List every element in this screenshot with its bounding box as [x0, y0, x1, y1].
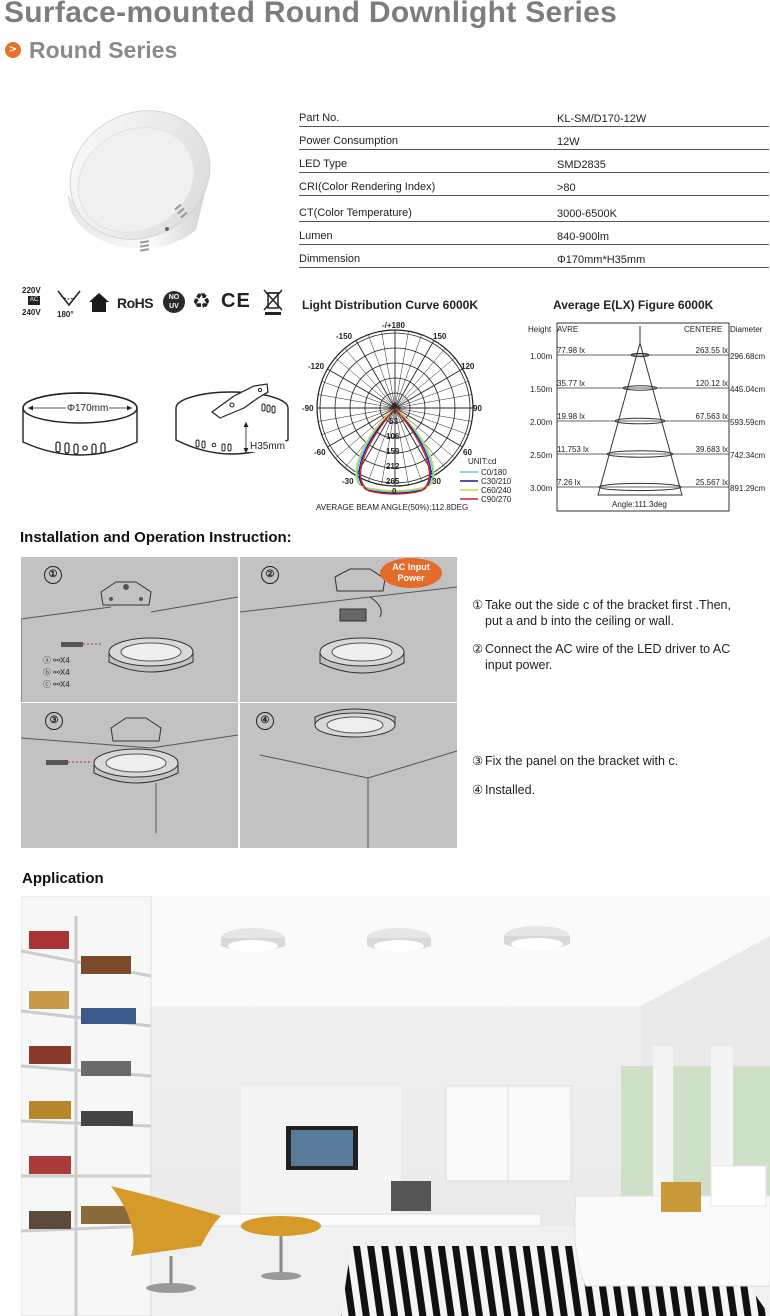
angle-label: 0	[392, 487, 397, 496]
install-panel-4	[240, 703, 457, 848]
spec-value: SMD2835	[539, 150, 769, 173]
centere-cell: 67.563 lx	[695, 412, 728, 421]
spec-label: LED Type	[299, 150, 539, 173]
radial-label: 0	[392, 402, 397, 411]
step-marker: ②	[472, 642, 484, 656]
angle-note: Angle:111.3deg	[612, 500, 667, 509]
unit-label: UNIT:cd	[468, 457, 497, 466]
no-uv-icon	[163, 291, 185, 313]
screw-label: ⓐ ⚯X4	[43, 656, 70, 665]
avre-cell: 11.753 lx	[557, 445, 589, 454]
step-text-cont: put a and b into the ceiling or wall.	[485, 614, 675, 628]
ce-mark: CE	[221, 290, 251, 312]
step-number: ①	[44, 566, 62, 584]
instruction-step-2	[472, 641, 767, 673]
spec-row	[299, 173, 769, 196]
ac-badge-line1: AC Input	[392, 562, 430, 572]
spec-label: Power Consumption	[299, 127, 539, 150]
step-text: Fix the panel on the bracket with c.	[485, 754, 679, 768]
application-heading: Application	[22, 870, 104, 887]
install-panel-3	[21, 703, 238, 848]
spec-table	[299, 104, 769, 268]
centere-cell: 120.12 lx	[695, 379, 728, 388]
screw-label: ⓑ ⚯X4	[43, 668, 70, 677]
illuminance-figure	[527, 318, 770, 538]
avre-cell: 7.26 lx	[557, 478, 581, 487]
voltage-bottom-label: 240V	[22, 308, 41, 317]
page-title: Surface-mounted Round Downlight Series	[4, 0, 618, 29]
spec-value: >80	[539, 173, 769, 196]
angle-label: -/+180	[382, 321, 405, 330]
recycle-icon: ♻	[192, 289, 211, 313]
spec-label: CRI(Color Rendering Index)	[299, 173, 539, 196]
step-text-cont: input power.	[485, 658, 553, 672]
spec-value: KL-SM/D170-12W	[539, 104, 769, 127]
angle-label: 180°	[57, 310, 74, 319]
spec-label: Lumen	[299, 222, 539, 245]
product-photo	[56, 100, 226, 270]
avre-cell: 19.98 lx	[557, 412, 586, 421]
angle-label: 150	[433, 332, 447, 341]
radial-label: 159	[386, 447, 400, 456]
instruction-step-1	[472, 597, 767, 629]
column-header: Diameter	[730, 325, 763, 334]
centere-cell: 39.683 lx	[695, 445, 728, 454]
install-panel-1	[21, 557, 238, 702]
rohs-logo: RoHS	[117, 295, 154, 311]
install-panel-2	[240, 557, 457, 702]
spec-row	[299, 150, 769, 173]
spec-label: Dimmension	[299, 245, 539, 268]
step-number: ③	[45, 712, 63, 730]
voltage-ac-label: AC	[29, 297, 39, 303]
legend-entry: C60/240	[481, 486, 512, 495]
radial-label: 53	[389, 417, 398, 426]
height-label: H35mm	[250, 441, 286, 452]
column-header: CENTERE	[684, 325, 723, 334]
angle-label: -60	[314, 448, 326, 457]
spec-row	[299, 104, 769, 127]
beam-angle-note: AVERAGE BEAM ANGLE(50%):112.8DEG	[316, 503, 469, 512]
application-photo	[21, 896, 770, 1316]
spec-value: 840-900lm	[539, 222, 769, 245]
page-subtitle: Round Series	[29, 37, 178, 63]
avre-cell: 35.77 lx	[557, 379, 586, 388]
step-marker: ①	[472, 598, 484, 612]
angle-label: -30	[342, 477, 354, 486]
step-marker: ③	[472, 754, 484, 768]
angle-label: -120	[308, 362, 325, 371]
diameter-cell: 742.34cm	[730, 451, 766, 460]
radial-label: 212	[386, 462, 400, 471]
step-text: Installed.	[485, 783, 536, 797]
spec-label: CT(Color Temperature)	[299, 196, 539, 222]
avre-cell: 77.98 lx	[557, 346, 586, 355]
voltage-top-label: 220V	[22, 286, 41, 295]
weee-bin-icon	[262, 288, 284, 316]
diameter-label: Φ170mm	[67, 403, 109, 414]
instruction-step-4	[472, 782, 767, 798]
angle-label: -90	[302, 404, 314, 413]
subtitle-bullet-icon: >	[5, 42, 21, 58]
spec-row	[299, 127, 769, 150]
height-cell: 2.50m	[530, 451, 553, 460]
height-cell: 1.50m	[530, 385, 553, 394]
polar-chart-title: Light Distribution Curve 6000K	[302, 298, 479, 312]
angle-label: 90	[473, 404, 482, 413]
step-marker: ④	[472, 783, 484, 797]
instruction-step-3	[472, 753, 767, 769]
diameter-cell: 296.68cm	[730, 352, 766, 361]
dimming-angle-icon	[56, 288, 82, 308]
step-number: ④	[256, 712, 274, 730]
installation-heading: Installation and Operation Instruction:	[20, 529, 292, 546]
centere-cell: 263.55 lx	[695, 346, 728, 355]
centere-cell: 25.567 lx	[695, 478, 728, 487]
no-uv-bottom-label: UV	[169, 303, 179, 310]
step-text: Connect the AC wire of the LED driver to AC	[485, 642, 731, 656]
column-header: Height	[528, 325, 552, 334]
screw-label: ⓒ ⚯X4	[43, 680, 70, 689]
radial-label: 265	[386, 477, 400, 486]
angle-label: 30	[432, 477, 441, 486]
legend-entry: C90/270	[481, 495, 512, 504]
step-number: ②	[261, 566, 279, 584]
polar-chart	[300, 318, 530, 518]
ac-input-badge	[380, 558, 442, 588]
radial-label: 106	[386, 432, 400, 441]
height-cell: 2.00m	[530, 418, 553, 427]
front-dimension-drawing	[20, 390, 145, 465]
spec-row	[299, 245, 769, 268]
house-icon	[88, 291, 110, 313]
height-cell: 3.00m	[530, 484, 553, 493]
spec-value: Φ170mm*H35mm	[539, 245, 769, 268]
angle-label: -150	[336, 332, 353, 341]
angle-label: 60	[463, 448, 472, 457]
side-dimension-drawing	[172, 378, 302, 468]
no-uv-top-label: NO	[168, 294, 180, 301]
legend-entry: C0/180	[481, 468, 507, 477]
column-header: AVRE	[557, 325, 579, 334]
legend-entry: C30/210	[481, 477, 512, 486]
spec-label: Part No.	[299, 104, 539, 127]
spec-value: 3000-6500K	[539, 196, 769, 222]
diameter-cell: 593.59cm	[730, 418, 766, 427]
step-text: Take out the side c of the bracket first .Then,	[485, 598, 731, 612]
spec-row	[299, 196, 769, 222]
angle-label: 120	[461, 362, 475, 371]
illuminance-title: Average E(LX) Figure 6000K	[553, 298, 714, 312]
height-cell: 1.00m	[530, 352, 553, 361]
diameter-cell: 445.04cm	[730, 385, 766, 394]
spec-value: 12W	[539, 127, 769, 150]
diameter-cell: 891.29cm	[730, 484, 766, 493]
certification-strip	[22, 286, 292, 322]
spec-row	[299, 222, 769, 245]
ac-badge-line2: Power	[397, 573, 425, 583]
